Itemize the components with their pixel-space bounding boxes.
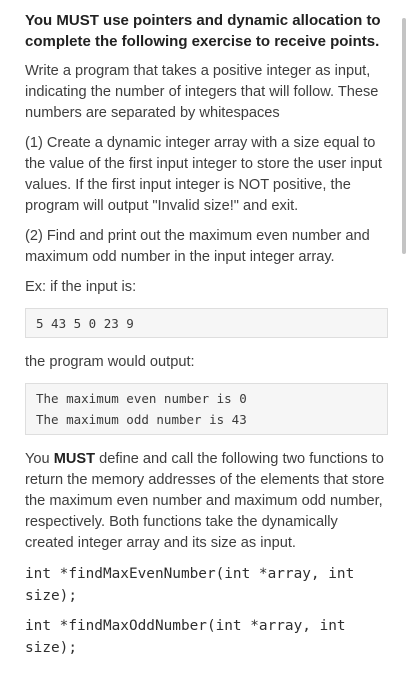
intro-paragraph: Write a program that takes a positive integer as input, indicating the number of integers that will follow. These numbers are separated by whitespaces <box>25 63 379 121</box>
output-label: the program would output: <box>25 354 195 370</box>
must-emphasis: MUST <box>53 451 96 467</box>
example-label: Ex: if the input is: <box>25 279 137 295</box>
functions-paragraph <box>25 449 388 554</box>
example-input-box <box>25 308 388 338</box>
step-1-paragraph: (1) Create a dynamic integer array with a size equal to the value of the first input integer to store the user input values. If the first input integer is NOT positive, the program will output "Invalid size!" and exit. <box>25 135 382 214</box>
functions-paragraph-part2: define and call the following two functions to return the memory addresses of the elements that store the maximum even number and maximum odd number, respectively. Both functions take the dynamically created integer array and its size as input. <box>25 451 385 551</box>
output-line: The maximum even number is 0 <box>36 391 247 406</box>
example-input-text: 5 43 5 0 23 9 <box>36 316 134 331</box>
output-line: The maximum odd number is 43 <box>36 412 247 427</box>
step-2-paragraph: (2) Find and print out the maximum even number and maximum odd number in the input integer array. <box>25 228 370 265</box>
signature-find-max-even: int *findMaxEvenNumber(int *array, int size); <box>25 566 355 604</box>
vertical-scrollbar[interactable] <box>402 18 406 254</box>
functions-paragraph-part1: You <box>25 451 54 467</box>
requirement-heading: You MUST use pointers and dynamic allocation to complete the following exercise to receive points. <box>25 12 381 50</box>
signature-find-max-odd: int *findMaxOddNumber(int *array, int size); <box>25 618 346 656</box>
example-output-box <box>25 383 388 435</box>
